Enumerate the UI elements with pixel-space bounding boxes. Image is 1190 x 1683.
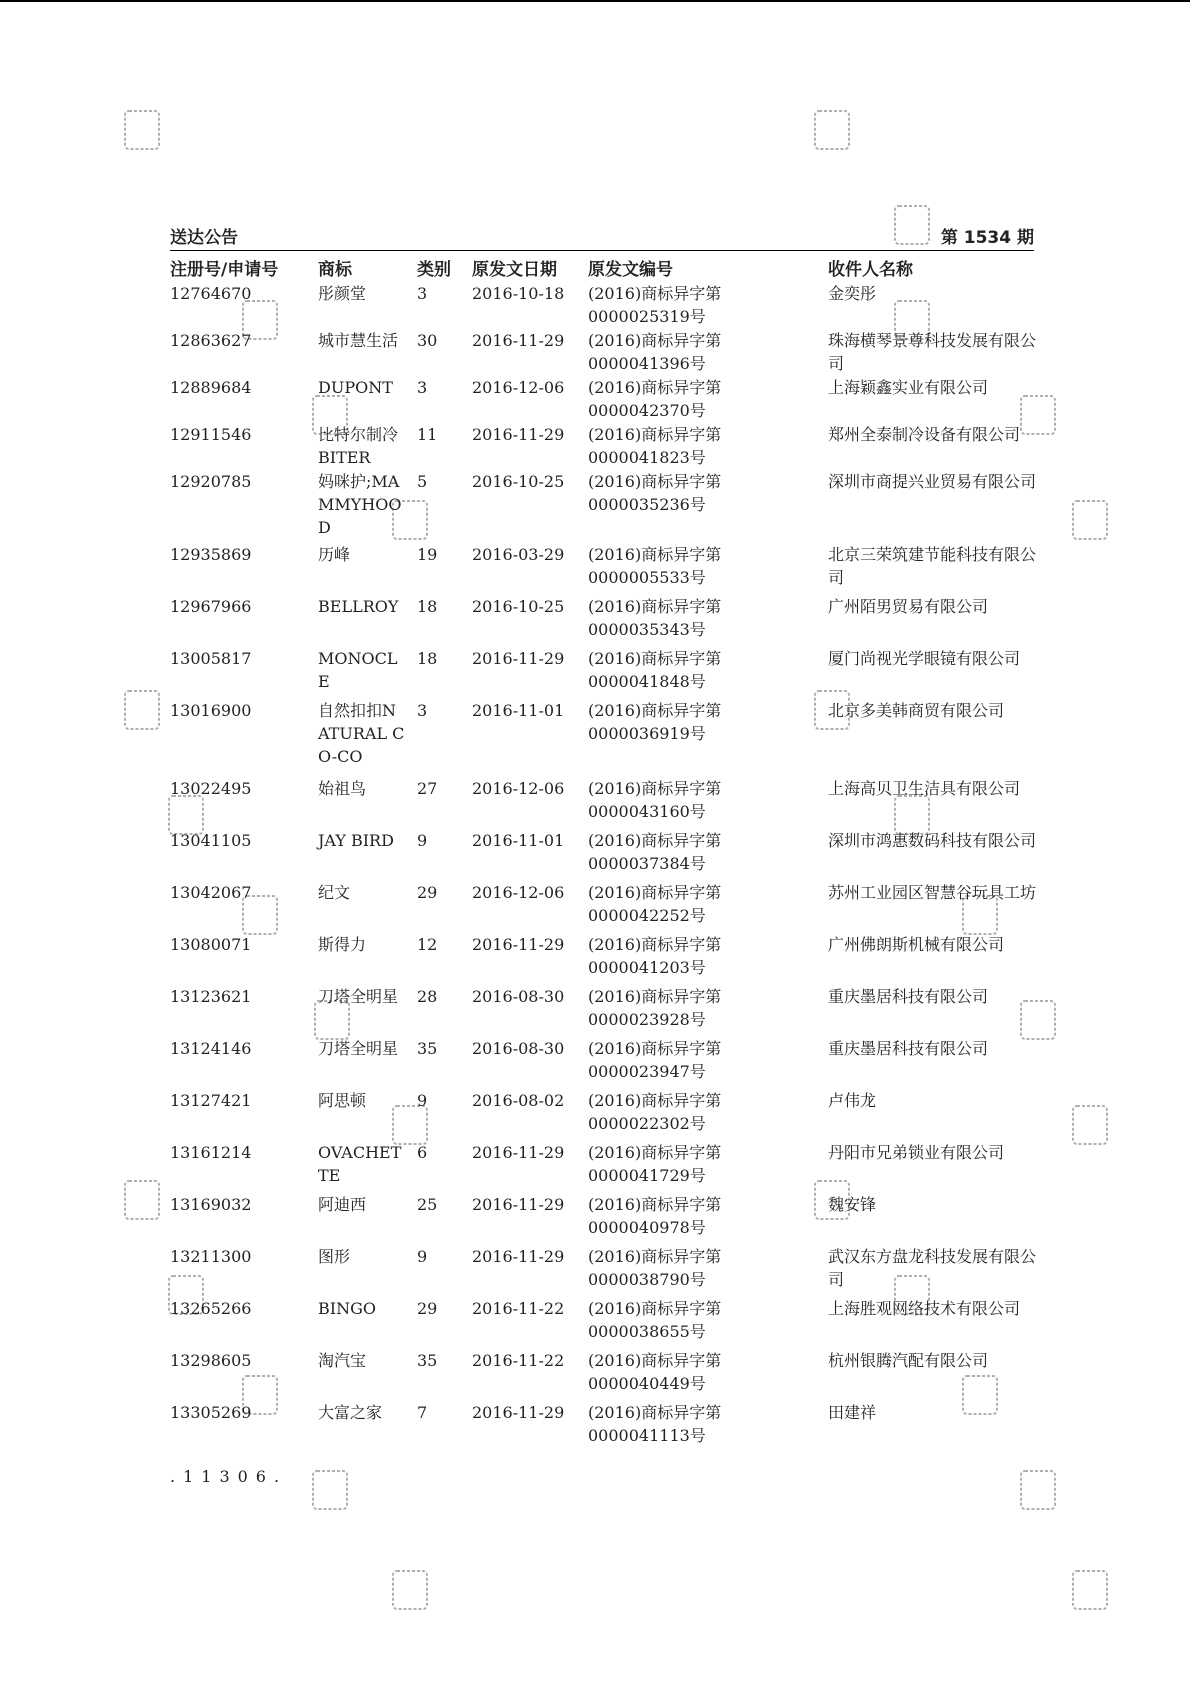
cell-trademark: 斯得力 [318,935,367,954]
cell-trademark: 自然扣扣NATURAL CO-CO [318,701,405,766]
cell-reg-number: 13005817 [170,649,252,668]
cell-original-date: 2016-11-29 [472,649,565,668]
cell-original-date: 2016-11-22 [472,1299,565,1318]
watermark-glyph [310,1465,350,1515]
cell-trademark: 历峰 [318,545,351,564]
cell-class: 29 [417,883,438,902]
cell-original-date: 2016-10-25 [472,472,565,491]
cell-class: 35 [417,1039,438,1058]
watermark-glyph [1018,1465,1058,1515]
cell-reg-number: 12764670 [170,284,252,303]
cell-class: 12 [417,935,438,954]
table-row [170,543,1037,595]
cell-trademark: OVACHETTE [318,1143,402,1185]
cell-original-date: 2016-11-29 [472,425,565,444]
cell-trademark: 刀塔全明星 [318,1039,399,1058]
cell-recipient-name: 郑州全泰制冷设备有限公司 [828,425,1021,444]
col-header-date: 原发文日期 [472,260,557,280]
table-row [170,423,1034,470]
cell-trademark: BELLROY [318,597,399,616]
table-row [170,985,1034,1037]
cell-trademark: 大富之家 [318,1403,383,1422]
cell-document-number: (2016)商标异字第0000043160号 [588,779,722,821]
watermark-glyph [390,1565,430,1615]
cell-reg-number: 12889684 [170,378,252,397]
cell-class: 29 [417,1299,438,1318]
page-number: .11306. [170,1467,288,1486]
cell-trademark: 阿思顿 [318,1091,367,1110]
cell-reg-number: 12935869 [170,545,252,564]
cell-trademark: 刀塔全明星 [318,987,399,1006]
cell-original-date: 2016-10-18 [472,284,565,303]
watermark-glyph [1070,495,1110,545]
cell-reg-number: 13042067 [170,883,252,902]
table-row [170,595,1034,647]
watermark-glyph [122,105,162,155]
cell-recipient-name: 广州佛朗斯机械有限公司 [828,935,1005,954]
table-body [170,282,1037,1453]
table-row [170,376,1034,423]
cell-trademark: MONOCLE [318,649,398,691]
cell-recipient-name: 丹阳市兄弟锁业有限公司 [828,1143,1005,1162]
cell-reg-number: 13169032 [170,1195,252,1214]
cell-document-number: (2016)商标异字第0000025319号 [588,284,722,326]
cell-class: 25 [417,1195,438,1214]
cell-document-number: (2016)商标异字第0000023947号 [588,1039,722,1081]
cell-original-date: 2016-12-06 [472,883,565,902]
cell-reg-number: 13305269 [170,1403,252,1422]
cell-reg-number: 13124146 [170,1039,252,1058]
cell-recipient-name: 杭州银腾汽配有限公司 [828,1351,989,1370]
cell-class: 9 [417,1247,428,1266]
col-header-doc: 原发文编号 [588,260,673,280]
page-header [170,223,1034,251]
table-row [170,1193,1034,1245]
cell-class: 27 [417,779,438,798]
cell-class: 7 [417,1403,428,1422]
cell-trademark: BINGO [318,1299,376,1318]
issue-number: 第 1534 期 [940,228,1034,248]
cell-recipient-name: 卢伟龙 [828,1091,877,1110]
cell-trademark: 妈咪护;MAMMYHOOD [318,472,402,537]
cell-class: 28 [417,987,438,1006]
cell-reg-number: 13211300 [170,1247,252,1266]
cell-document-number: (2016)商标异字第0000041396号 [588,331,722,373]
cell-reg-number: 13161214 [170,1143,252,1162]
cell-recipient-name: 北京三荣筑建节能科技有限公司 [828,545,1037,587]
table-row [170,777,1034,829]
cell-recipient-name: 上海颖鑫实业有限公司 [828,378,989,397]
table-row [170,933,1034,985]
cell-document-number: (2016)商标异字第0000036919号 [588,701,722,743]
cell-class: 11 [417,425,438,444]
cell-reg-number: 12911546 [170,425,252,444]
cell-class: 3 [417,701,428,720]
cell-trademark: 纪文 [318,883,351,902]
cell-class: 3 [417,284,428,303]
cell-document-number: (2016)商标异字第0000035343号 [588,597,722,639]
watermark-glyph [122,685,162,735]
cell-document-number: (2016)商标异字第0000038790号 [588,1247,722,1289]
cell-recipient-name: 上海胜观网络技术有限公司 [828,1299,1021,1318]
cell-trademark: 阿迪西 [318,1195,367,1214]
cell-recipient-name: 重庆墨居科技有限公司 [828,987,989,1006]
cell-document-number: (2016)商标异字第0000005533号 [588,545,722,587]
cell-class: 5 [417,472,428,491]
cell-document-number: (2016)商标异字第0000023928号 [588,987,722,1029]
cell-recipient-name: 厦门尚视光学眼镜有限公司 [828,649,1021,668]
cell-document-number: (2016)商标异字第0000042252号 [588,883,722,925]
cell-reg-number: 13022495 [170,779,252,798]
cell-recipient-name: 深圳市商提兴业贸易有限公司 [828,472,1037,491]
cell-document-number: (2016)商标异字第0000040449号 [588,1351,722,1393]
cell-recipient-name: 珠海横琴景尊科技发展有限公司 [828,331,1037,373]
cell-recipient-name: 武汉东方盘龙科技发展有限公司 [828,1247,1037,1289]
watermark-glyph [812,105,852,155]
cell-trademark: DUPONT [318,378,393,397]
cell-class: 9 [417,831,428,850]
cell-trademark: 彤颜堂 [318,284,367,303]
cell-trademark: 图形 [318,1247,351,1266]
cell-class: 30 [417,331,438,350]
cell-recipient-name: 深圳市鸿惠数码科技有限公司 [828,831,1037,850]
cell-reg-number: 12920785 [170,472,252,491]
table-row [170,1089,1034,1141]
cell-document-number: (2016)商标异字第0000041113号 [588,1403,722,1445]
cell-original-date: 2016-08-30 [472,987,565,1006]
cell-original-date: 2016-08-30 [472,1039,565,1058]
watermark-glyph [1070,1565,1110,1615]
cell-reg-number: 13127421 [170,1091,252,1110]
table-row [170,1401,1034,1453]
cell-document-number: (2016)商标异字第0000041823号 [588,425,722,467]
table-row [170,282,1034,329]
cell-original-date: 2016-11-29 [472,1403,565,1422]
cell-original-date: 2016-11-29 [472,935,565,954]
cell-document-number: (2016)商标异字第0000042370号 [588,378,722,420]
cell-reg-number: 13016900 [170,701,252,720]
cell-recipient-name: 苏州工业园区智慧谷玩具工坊 [828,883,1037,902]
table-row [170,699,1034,777]
cell-trademark: 城市慧生活 [318,331,399,350]
cell-document-number: (2016)商标异字第0000038655号 [588,1299,722,1341]
cell-class: 3 [417,378,428,397]
cell-original-date: 2016-03-29 [472,545,565,564]
cell-reg-number: 12863627 [170,331,252,350]
cell-recipient-name: 田建祥 [828,1403,877,1422]
table-row [170,647,1034,699]
cell-document-number: (2016)商标异字第0000041848号 [588,649,722,691]
cell-original-date: 2016-12-06 [472,378,565,397]
cell-original-date: 2016-10-25 [472,597,565,616]
cell-original-date: 2016-11-29 [472,1247,565,1266]
col-header-reg: 注册号/申请号 [170,260,279,280]
cell-original-date: 2016-11-01 [472,831,565,850]
cell-class: 19 [417,545,438,564]
table-row [170,1141,1034,1193]
cell-recipient-name: 广州陌男贸易有限公司 [828,597,989,616]
table-row [170,470,1037,543]
col-header-recipient: 收件人名称 [828,260,913,280]
table-row [170,881,1037,933]
cell-class: 18 [417,597,438,616]
cell-original-date: 2016-11-01 [472,701,565,720]
cell-class: 18 [417,649,438,668]
cell-trademark: JAY BIRD [318,831,394,850]
col-header-class: 类别 [417,260,451,280]
cell-class: 35 [417,1351,438,1370]
table-row [170,829,1037,881]
cell-reg-number: 13265266 [170,1299,252,1318]
cell-document-number: (2016)商标异字第0000041729号 [588,1143,722,1185]
cell-class: 6 [417,1143,428,1162]
table-row [170,1037,1034,1089]
cell-reg-number: 13123621 [170,987,252,1006]
cell-document-number: (2016)商标异字第0000041203号 [588,935,722,977]
cell-original-date: 2016-08-02 [472,1091,565,1110]
cell-document-number: (2016)商标异字第0000040978号 [588,1195,722,1237]
cell-original-date: 2016-12-06 [472,779,565,798]
cell-original-date: 2016-11-29 [472,1143,565,1162]
cell-recipient-name: 上海高贝卫生洁具有限公司 [828,779,1021,798]
cell-recipient-name: 北京多美韩商贸有限公司 [828,701,1005,720]
cell-recipient-name: 魏安锋 [828,1195,877,1214]
cell-reg-number: 13298605 [170,1351,252,1370]
cell-reg-number: 13041105 [170,831,252,850]
table-row [170,1297,1034,1349]
header-rule [170,250,1034,251]
cell-document-number: (2016)商标异字第0000037384号 [588,831,722,873]
cell-trademark: 比特尔制冷 BITER [318,425,399,467]
cell-original-date: 2016-11-29 [472,1195,565,1214]
cell-reg-number: 12967966 [170,597,252,616]
notice-title: 送达公告 [170,228,238,248]
top-border-line [0,0,1190,2]
cell-class: 9 [417,1091,428,1110]
table-header [170,255,1034,281]
cell-trademark: 始祖鸟 [318,779,367,798]
table-row [170,329,1037,376]
cell-document-number: (2016)商标异字第0000022302号 [588,1091,722,1133]
cell-original-date: 2016-11-22 [472,1351,565,1370]
cell-original-date: 2016-11-29 [472,331,565,350]
cell-recipient-name: 重庆墨居科技有限公司 [828,1039,989,1058]
table-row [170,1245,1037,1297]
cell-document-number: (2016)商标异字第0000035236号 [588,472,722,514]
table-row [170,1349,1034,1401]
watermark-glyph [1070,1100,1110,1150]
cell-trademark: 淘汽宝 [318,1351,367,1370]
cell-reg-number: 13080071 [170,935,252,954]
cell-recipient-name: 金奕彤 [828,284,877,303]
watermark-glyph [122,1175,162,1225]
col-header-mark: 商标 [318,260,352,280]
